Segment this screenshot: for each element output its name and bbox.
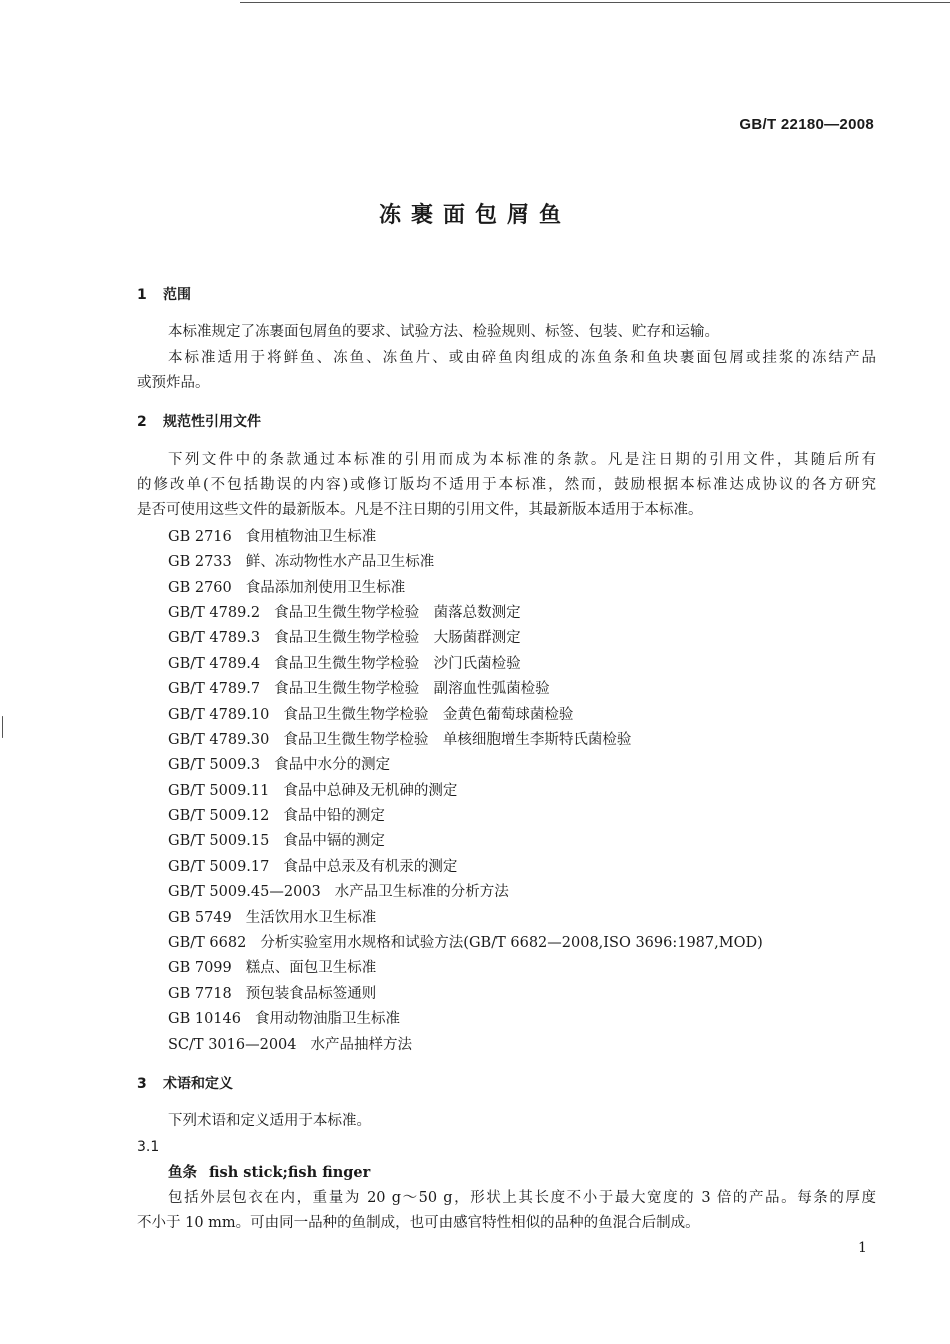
section-2-heading — [137, 412, 261, 432]
reference-item — [168, 984, 376, 1004]
reference-item — [168, 603, 521, 623]
reference-code: GB/T 5009.12 — [168, 808, 270, 824]
section-2-title: 规范性引用文件 — [163, 414, 261, 430]
reference-item — [168, 755, 390, 775]
reference-code: GB/T 5009.15 — [168, 833, 270, 849]
reference-title: 食品中总汞及有机汞的测定 — [283, 859, 458, 875]
section-2-intro-line-3: 是否可使用这些文件的最新版本。凡是不注日期的引用文件，其最新版本适用于本标准。 — [137, 502, 703, 518]
section-1-paragraph-2-line-1-text: 本标准适用于将鲜鱼、冻鱼、冻鱼片、或由碎鱼肉组成的冻鱼条和鱼块裹面包屑或挂浆的冻结产品 — [168, 350, 876, 366]
reference-item — [168, 857, 457, 877]
reference-item — [168, 933, 763, 953]
reference-item — [168, 806, 385, 826]
reference-title: 食品卫生微生物学检验 沙门氏菌检验 — [274, 656, 521, 672]
reference-code: GB 2733 — [168, 554, 232, 570]
reference-item — [168, 654, 521, 674]
scan-margin-mark — [2, 716, 5, 738]
reference-item — [168, 958, 376, 978]
section-2-intro-line-1-text: 下列文件中的条款通过本标准的引用而成为本标准的条款。凡是注日期的引用文件，其随后所有 — [168, 452, 876, 468]
term-definition-line-1 — [168, 1188, 876, 1208]
reference-title: 食用植物油卫生标准 — [245, 529, 377, 545]
section-3-intro: 下列术语和定义适用于本标准。 — [168, 1113, 371, 1129]
reference-code: GB 2760 — [168, 580, 232, 596]
reference-title: 食品中总砷及无机砷的测定 — [283, 783, 458, 799]
term-english: fish stick;fish finger — [209, 1164, 371, 1181]
reference-code: GB 2716 — [168, 529, 232, 545]
section-1-paragraph-2-line-2: 或预炸品。 — [137, 375, 210, 391]
reference-title: 食品卫生微生物学检验 金黄色葡萄球菌检验 — [283, 707, 574, 723]
reference-code: GB/T 5009.45—2003 — [168, 884, 321, 900]
reference-title: 食品中铅的测定 — [283, 808, 385, 824]
term-definition-line-1-text: 包括外层包衣在内，重量为 20 g～50 g，形状上其长度不小于最大宽度的 3 倍的产品。每条的厚度 — [168, 1190, 876, 1206]
reference-title: 生活饮用水卫生标准 — [245, 910, 377, 926]
reference-code: GB/T 4789.30 — [168, 732, 270, 748]
reference-item — [168, 781, 457, 801]
section-1-number: 1 — [137, 287, 147, 303]
section-2-number: 2 — [137, 414, 147, 430]
reference-code: GB/T 4789.3 — [168, 630, 261, 646]
section-1-paragraph-2-line-1 — [168, 348, 876, 368]
section-1-title: 范围 — [163, 287, 191, 303]
reference-title: 分析实验室用水规格和试验方法(GB/T 6682—2008,ISO 3696:1987,MOD) — [260, 935, 763, 951]
reference-item — [168, 578, 405, 598]
term-chinese: 鱼条 — [168, 1165, 197, 1181]
section-2-intro-line-2-text: 的修改单(不包括勘误的内容)或修订版均不适用于本标准，然而，鼓励根据本标准达成协议的各方研究 — [137, 477, 876, 493]
reference-title: 食品卫生微生物学检验 副溶血性弧菌检验 — [274, 681, 550, 697]
reference-code: GB/T 6682 — [168, 935, 247, 951]
reference-code: GB 7718 — [168, 986, 232, 1002]
section-1-heading — [137, 285, 191, 305]
reference-code: GB 7099 — [168, 960, 232, 976]
top-border-line — [240, 2, 950, 3]
page-number: 1 — [858, 1240, 867, 1256]
reference-item — [168, 552, 434, 572]
term-definition-line-2: 不小于 10 mm。可由同一品种的鱼制成，也可由感官特性相似的品种的鱼混合后制成。 — [137, 1215, 700, 1231]
reference-code: GB/T 5009.17 — [168, 859, 270, 875]
reference-title: 食用动物油脂卫生标准 — [254, 1011, 400, 1027]
reference-title: 食品中镉的测定 — [283, 833, 385, 849]
reference-code: GB/T 5009.3 — [168, 757, 261, 773]
reference-title: 糕点、面包卫生标准 — [245, 960, 377, 976]
document-title: 冻裹面包屑鱼 — [378, 203, 571, 228]
reference-code: GB 5749 — [168, 910, 232, 926]
reference-code: GB/T 4789.7 — [168, 681, 261, 697]
reference-title: 食品卫生微生物学检验 单核细胞增生李斯特氏菌检验 — [283, 732, 632, 748]
reference-code: GB/T 4789.10 — [168, 707, 270, 723]
term-entry — [168, 1163, 370, 1183]
section-2-intro-line-2 — [137, 475, 876, 495]
reference-title: 食品卫生微生物学检验 大肠菌群测定 — [274, 630, 521, 646]
standard-code: GB/T 22180—2008 — [739, 116, 874, 133]
reference-item — [168, 1035, 412, 1055]
reference-item — [168, 882, 509, 902]
reference-code: SC/T 3016—2004 — [168, 1037, 297, 1053]
reference-code: GB/T 4789.4 — [168, 656, 261, 672]
reference-code: GB/T 4789.2 — [168, 605, 261, 621]
reference-code: GB 10146 — [168, 1011, 241, 1027]
reference-code: GB/T 5009.11 — [168, 783, 270, 799]
reference-item — [168, 730, 631, 750]
subsection-3-1-number: 3.1 — [137, 1139, 160, 1155]
section-2-intro-line-1 — [168, 450, 876, 470]
reference-item — [168, 628, 521, 648]
reference-title: 水产品卫生标准的分析方法 — [334, 884, 509, 900]
section-3-heading — [137, 1074, 233, 1094]
reference-title: 鲜、冻动物性水产品卫生标准 — [245, 554, 435, 570]
reference-item — [168, 679, 550, 699]
reference-title: 食品中水分的测定 — [274, 757, 391, 773]
reference-title: 预包装食品标签通则 — [245, 986, 377, 1002]
section-1-paragraph-1: 本标准规定了冻裹面包屑鱼的要求、试验方法、检验规则、标签、包装、贮存和运输。 — [168, 324, 719, 340]
reference-item — [168, 1009, 400, 1029]
reference-title: 食品添加剂使用卫生标准 — [245, 580, 406, 596]
section-3-title: 术语和定义 — [163, 1076, 233, 1092]
reference-title: 水产品抽样方法 — [310, 1037, 412, 1053]
section-3-number: 3 — [137, 1076, 147, 1092]
reference-item — [168, 831, 385, 851]
reference-title: 食品卫生微生物学检验 菌落总数测定 — [274, 605, 521, 621]
reference-item — [168, 527, 376, 547]
reference-item — [168, 908, 376, 928]
reference-item — [168, 705, 573, 725]
